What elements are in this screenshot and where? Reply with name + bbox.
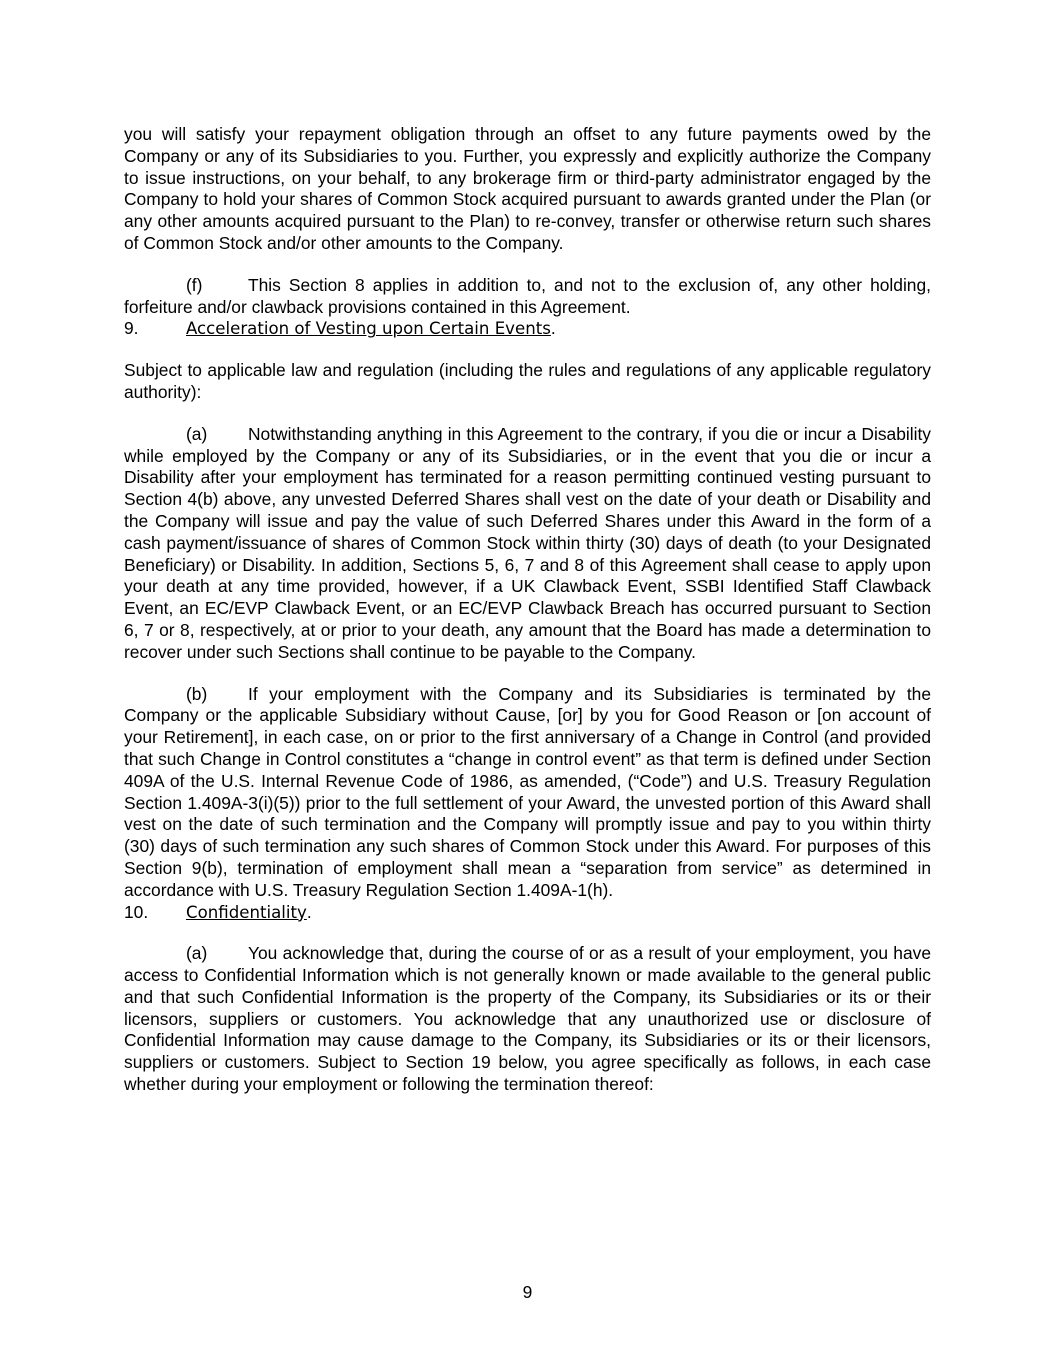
clause-label: (a) [186,423,208,444]
paragraph-10a [124,943,931,1096]
section-number: 9. [124,318,139,339]
section-title: Confidentiality [186,902,307,922]
clause-label: (f) [186,274,203,295]
clause-text: Notwithstanding anything in this Agreement to the contrary, if you die or incur a Disability while employed by the Company or any of its Subsidiaries, or in the event that you die or incur a Disability after your employment has terminated for a reason permitting continued vesting pursuant to Section 4(b) above, any unvested Deferred Shares shall vest on the date of your death or Disability and the Company will issue and pay the value of such Deferred Shares under this Award in the form of a cash payment/issuance of shares of Common Stock within thirty (30) days of death (to your Designated Beneficiary) or Disability. In addition, Sections 5, 6, 7 and 8 of this Agreement shall cease to apply upon your death at any time provided, however, if a UK Clawback Event, SSBI Identified Staff Clawback Event, an EC/EVP Clawback Event, or an EC/EVP Clawback Breach has occurred pursuant to Section 6, 7 or 8, respectively, at or prior to your death, any amount that the Board has made a determination to recover under such Sections shall continue to be payable to the Company. [124,423,931,662]
section-9-intro: Subject to applicable law and regulation (including the rules and regulations of any applicable regulatory authority): [124,360,931,402]
paragraph-9b [124,684,931,902]
paragraph-8f [124,275,931,319]
clause-text: You acknowledge that, during the course of or as a result of your employment, you have access to Confidential Information which is not generally known or made available to the general public and that such Confidential Information is the property of the Company, its Subsidiaries or its or their licensors, suppliers or customers. You acknowledge that any unauthorized use or disclosure of Confidential Information may cause damage to the Company, its Subsidiaries or its or their licensors, suppliers or customers. Subject to Section 19 below, you agree specifically as follows, in each case whether during your employment or following the termination thereof: [124,943,931,1095]
document-page [124,124,931,1096]
section-number: 10. [124,901,149,922]
clause-label: (a) [186,943,208,964]
clause-label: (b) [186,683,208,704]
section-title: Acceleration of Vesting upon Certain Events [186,319,551,339]
clause-text: If your employment with the Company and its Subsidiaries is terminated by the Company or the applicable Subsidiary without Cause, [or] by you for Good Reason or [on account of your Retirement], in each case, on or prior to the first anniversary of a Change in Control (and provided that such Change in Control constitutes a “change in control event” as that term is defined under Section 409A of the U.S. Internal Revenue Code of 1986, as amended, (“Code”) and U.S. Treasury Regulation Section 1.409A-3(i)(5)) prior to the full settlement of your Award, the unvested portion of this Award shall vest on the date of such termination and the Company will promptly issue and pay to you within thirty (30) days of such termination any such shares of Common Stock under this Award. For purposes of this Section 9(b), termination of employment shall mean a “separation from service” as determined in accordance with U.S. Treasury Regulation Section 1.409A-1(h). [124,683,931,900]
paragraph-9a [124,424,931,664]
section-9-heading [124,318,931,340]
page-number: 9 [522,1282,533,1302]
section-10-heading [124,902,931,924]
heading-period: . [306,901,312,922]
clause-text: This Section 8 applies in addition to, and not to the exclusion of, any other holding, forfeiture and/or clawback provisions contained in this Agreement. [124,274,931,317]
heading-period: . [550,318,556,339]
paragraph-offset-repayment: you will satisfy your repayment obligation through an offset to any future payments owed by the Company or any of its Subsidiaries to you. Further, you expressly and explicitly authorize the Company to issue instructions, on your behalf, to any brokerage firm or third-party administrator engaged by the Company to hold your shares of Common Stock acquired pursuant to awards granted under the Plan (or any other amounts acquired pursuant to the Plan) to re-convey, transfer or otherwise return such shares of Common Stock and/or other amounts to the Company. [124,124,931,253]
